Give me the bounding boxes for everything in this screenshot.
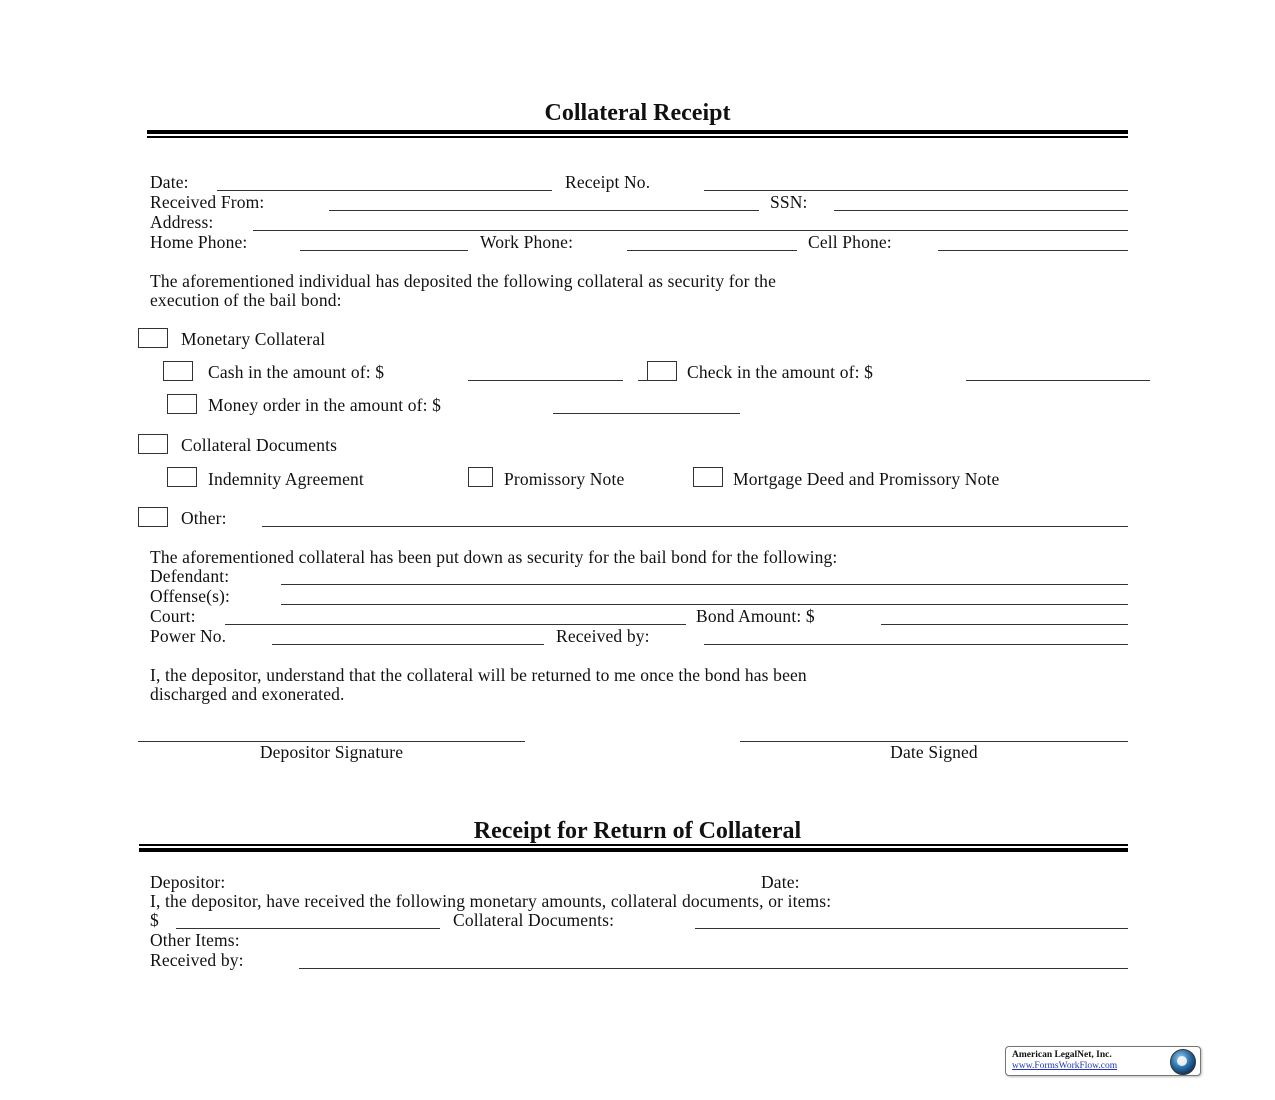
return-amount-field[interactable] [176,910,444,930]
ssn-label: SSN: [770,192,808,212]
intro-text-line2: execution of the bail bond: [150,290,342,310]
cash-amount-field[interactable] [468,362,627,382]
power-no-label: Power No. [150,626,227,646]
return-received-by-label: Received by: [150,950,244,970]
promissory-note-label: Promissory Note [504,469,625,489]
money-order-amount-field[interactable] [553,395,744,415]
american-legalnet-logo [1005,1046,1201,1076]
return-statement: I, the depositor, have received the following monetary amounts, collateral documents, or items: [150,891,832,911]
received-by-field[interactable] [704,626,1132,646]
monetary-collateral-checkbox[interactable] [138,328,168,348]
return-other-items-label: Other Items: [150,930,240,950]
check-checkbox[interactable] [647,361,677,381]
offenses-label: Offense(s): [150,586,231,606]
defendant-label: Defendant: [150,566,230,586]
indemnity-agreement-label: Indemnity Agreement [208,469,364,489]
return-collateral-documents-field[interactable] [695,910,1132,930]
received-from-label: Received From: [150,192,265,212]
return-section-title: Receipt for Return of Collateral [473,818,802,844]
bond-amount-field[interactable] [881,606,1132,626]
globe-icon [1170,1049,1196,1075]
receipt-no-label: Receipt No. [565,172,651,192]
return-date-label: Date: [761,872,800,892]
return-received-by-field[interactable] [299,950,1132,970]
indemnity-agreement-checkbox[interactable] [167,467,197,487]
received-from-field[interactable] [329,192,763,212]
return-depositor-label: Depositor: [150,872,226,892]
work-phone-field[interactable] [627,232,801,252]
date-field[interactable] [217,172,556,192]
other-label: Other: [181,508,227,528]
return-dollar-label: $ [150,910,159,930]
monetary-collateral-label: Monetary Collateral [181,329,326,349]
logo-website-link[interactable]: www.FormsWorkFlow.com [1012,1061,1118,1071]
defendant-field[interactable] [281,566,1132,586]
power-no-field[interactable] [272,626,548,646]
collateral-documents-label: Collateral Documents [181,435,338,455]
promissory-note-checkbox[interactable] [468,467,493,487]
return-title-rule-thick [139,848,1128,852]
check-amount-field[interactable] [966,362,1154,382]
cash-checkbox[interactable] [163,361,193,381]
bond-amount-label: Bond Amount: $ [696,606,815,626]
check-label: Check in the amount of: $ [687,362,874,382]
other-checkbox[interactable] [138,507,168,527]
address-label: Address: [150,212,214,232]
cell-phone-field[interactable] [938,232,1132,252]
intro-text-line1: The aforementioned individual has deposited the following collateral as security for the [150,271,776,291]
court-label: Court: [150,606,196,626]
money-order-label: Money order in the amount of: $ [208,395,442,415]
money-order-checkbox[interactable] [167,394,197,414]
return-title-rule-thin [139,844,1128,846]
home-phone-label: Home Phone: [150,232,248,252]
title-rule-thin [147,136,1128,138]
depositor-signature-field[interactable] [138,722,529,742]
logo-company-name: American LegalNet, Inc. [1012,1050,1112,1060]
depositor-statement-line2: discharged and exonerated. [150,684,345,704]
date-signed-field[interactable] [740,722,1132,742]
depositor-signature-label: Depositor Signature [259,742,404,762]
date-label: Date: [150,172,189,192]
ssn-field[interactable] [834,192,1132,212]
collateral-documents-checkbox[interactable] [138,434,168,454]
court-field[interactable] [225,606,690,626]
home-phone-field[interactable] [300,232,472,252]
page-title: Collateral Receipt [544,100,731,126]
bond-intro-text: The aforementioned collateral has been put down as security for the bail bond for the following: [150,547,838,567]
other-field[interactable] [262,508,1132,528]
return-collateral-documents-label: Collateral Documents: [453,910,615,930]
title-rule-thick [147,130,1128,134]
work-phone-label: Work Phone: [480,232,574,252]
cell-phone-label: Cell Phone: [808,232,892,252]
receipt-no-field[interactable] [704,172,1132,192]
received-by-label: Received by: [556,626,650,646]
depositor-statement-line1: I, the depositor, understand that the collateral will be returned to me once the bond has been [150,665,807,685]
date-signed-label: Date Signed [890,742,978,762]
address-field[interactable] [253,212,1132,232]
mortgage-deed-label: Mortgage Deed and Promissory Note [733,469,1000,489]
cash-label: Cash in the amount of: $ [208,362,385,382]
offenses-field[interactable] [281,586,1132,606]
mortgage-deed-checkbox[interactable] [693,467,723,487]
